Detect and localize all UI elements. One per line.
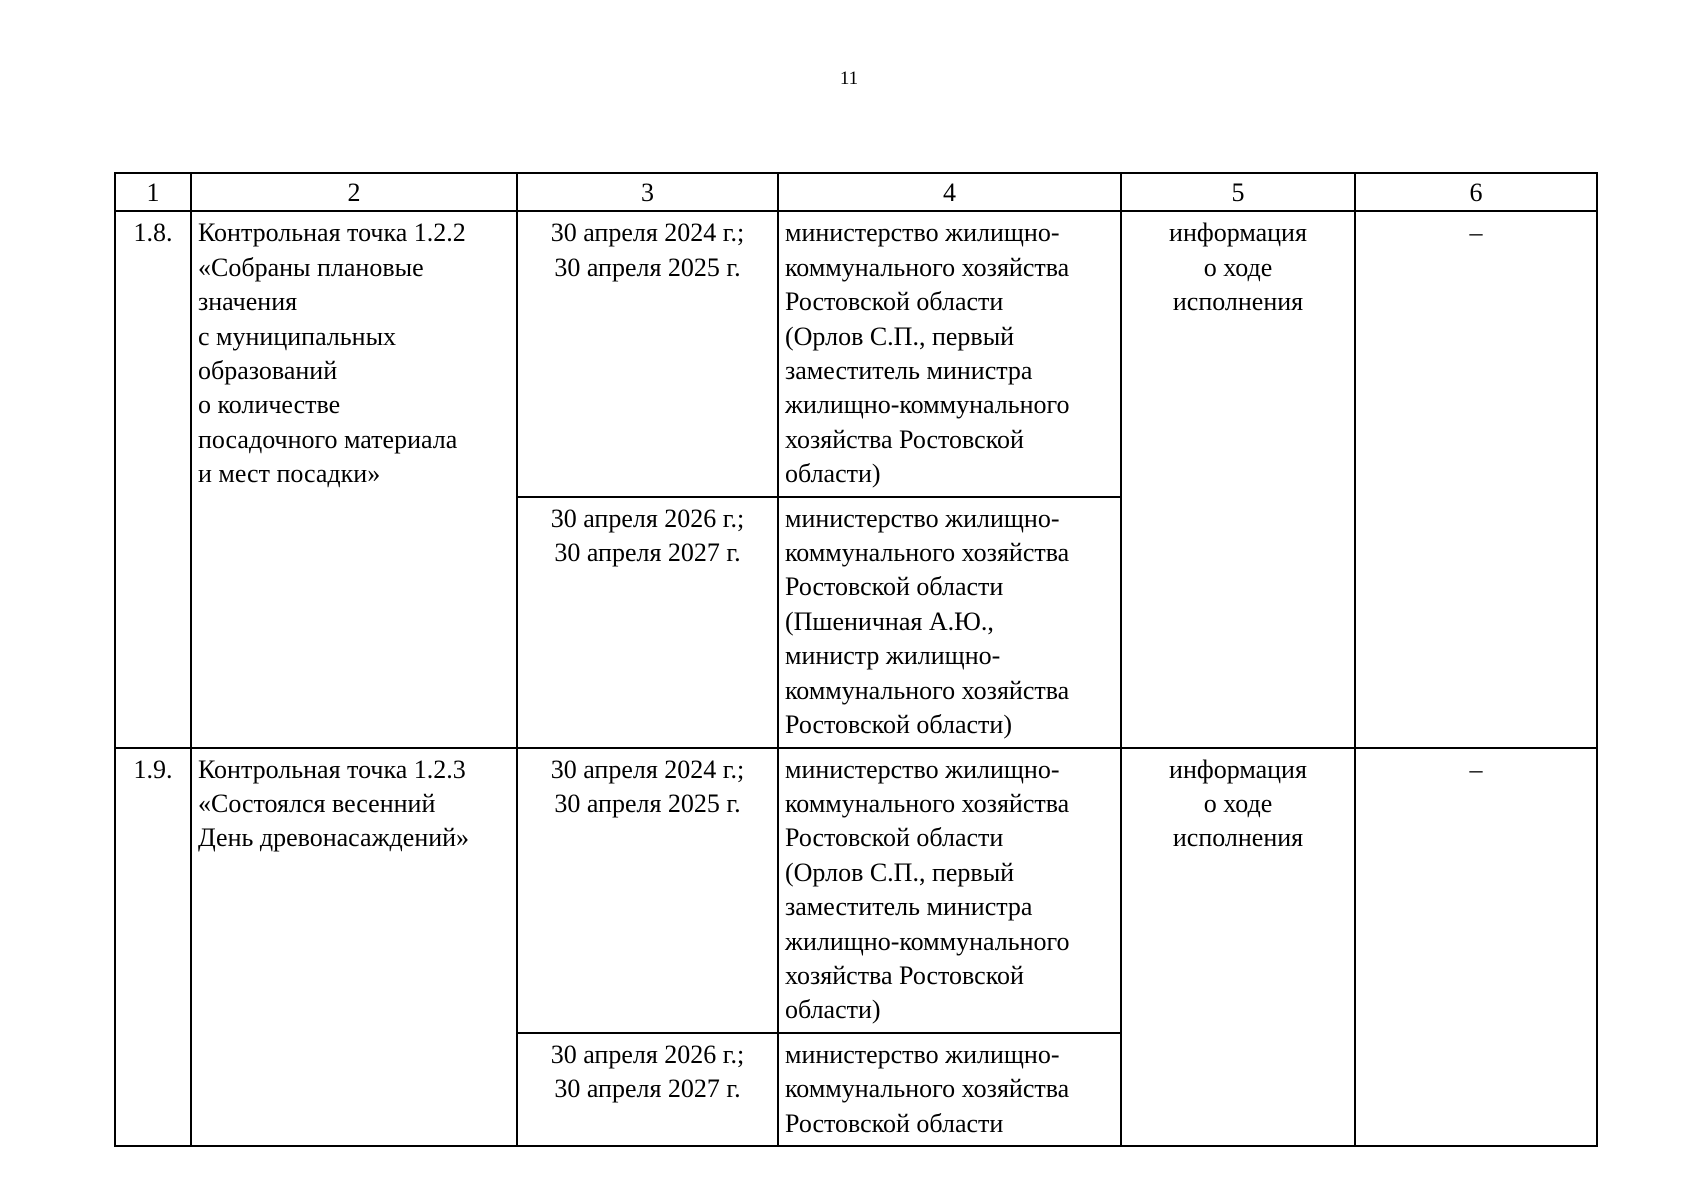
responsible-line: коммунального хозяйства	[785, 1074, 1070, 1104]
title-line: значения	[198, 287, 298, 317]
control-point-title	[191, 211, 517, 747]
responsible-line: коммунального хозяйства	[785, 675, 1070, 705]
control-points-table	[114, 172, 1598, 1147]
header-cell: 5	[1121, 173, 1355, 211]
responsible-line: (Орлов С.П., первый	[785, 857, 1015, 887]
responsible-cell	[778, 211, 1121, 496]
responsible-line: (Пшеничная А.Ю.,	[785, 606, 994, 636]
table-row	[115, 748, 1597, 1033]
header-cell: 1	[115, 173, 191, 211]
information-system-cell: –	[1355, 748, 1597, 1146]
date-line: 30 апреля 2026 г.;	[550, 1039, 745, 1069]
date-line: 30 апреля 2027 г.	[554, 1074, 741, 1104]
date-line: 30 апреля 2024 г.;	[550, 754, 745, 784]
title-line: День древонасаждений»	[198, 823, 470, 853]
date-line: 30 апреля 2026 г.;	[550, 503, 745, 533]
responsible-line: коммунального хозяйства	[785, 252, 1070, 282]
responsible-line: коммунального хозяйства	[785, 538, 1070, 568]
title-line: «Состоялся весенний	[198, 788, 436, 818]
information-system-cell: –	[1355, 211, 1597, 747]
document-type-cell	[1121, 748, 1355, 1146]
title-line: с муниципальных	[198, 321, 397, 351]
responsible-line: жилищно-коммунального	[785, 926, 1070, 956]
responsible-line: Ростовской области	[785, 572, 1004, 602]
responsible-line: министерство жилищно-	[785, 1039, 1060, 1069]
deadline-cell	[517, 497, 778, 748]
responsible-line: хозяйства Ростовской	[785, 424, 1024, 454]
responsible-line: области)	[785, 995, 881, 1025]
document-line: информация	[1169, 218, 1307, 248]
document-line: информация	[1169, 754, 1307, 784]
title-line: о количестве	[198, 390, 341, 420]
page-number: 11	[839, 68, 859, 89]
title-line: Контрольная точка 1.2.3	[198, 754, 466, 784]
deadline-cell	[517, 1033, 778, 1146]
responsible-line: жилищно-коммунального	[785, 390, 1070, 420]
header-cell: 2	[191, 173, 517, 211]
responsible-line: хозяйства Ростовской	[785, 960, 1024, 990]
date-line: 30 апреля 2025 г.	[554, 788, 741, 818]
responsible-line: Ростовской области	[785, 1108, 1004, 1138]
row-number: 1.8.	[115, 211, 191, 747]
responsible-line: Ростовской области)	[785, 710, 1012, 740]
date-line: 30 апреля 2025 г.	[554, 252, 741, 282]
responsible-line: коммунального хозяйства	[785, 788, 1070, 818]
responsible-cell	[778, 748, 1121, 1033]
header-cell: 6	[1355, 173, 1597, 211]
responsible-line: области)	[785, 459, 881, 489]
title-line: образований	[198, 356, 338, 386]
row-number: 1.9.	[115, 748, 191, 1146]
title-line: и мест посадки»	[198, 459, 381, 489]
responsible-line: (Орлов С.П., первый	[785, 321, 1015, 351]
responsible-line: министерство жилищно-	[785, 218, 1060, 248]
document-line: о ходе	[1203, 788, 1273, 818]
title-line: Контрольная точка 1.2.2	[198, 218, 466, 248]
table-header-row	[115, 173, 1597, 211]
responsible-cell	[778, 1033, 1121, 1146]
responsible-line: министр жилищно-	[785, 641, 1001, 671]
responsible-line: Ростовской области	[785, 823, 1004, 853]
title-line: посадочного материала	[198, 424, 458, 454]
responsible-line: Ростовской области	[785, 287, 1004, 317]
document-line: исполнения	[1172, 287, 1304, 317]
responsible-line: министерство жилищно-	[785, 754, 1060, 784]
document-type-cell	[1121, 211, 1355, 747]
responsible-line: министерство жилищно-	[785, 503, 1060, 533]
responsible-line: заместитель министра	[785, 356, 1033, 386]
document-line: о ходе	[1203, 252, 1273, 282]
title-line: «Собраны плановые	[198, 252, 424, 282]
document-line: исполнения	[1172, 823, 1304, 853]
deadline-cell	[517, 748, 778, 1033]
header-cell: 4	[778, 173, 1121, 211]
date-line: 30 апреля 2027 г.	[554, 538, 741, 568]
date-line: 30 апреля 2024 г.;	[550, 218, 745, 248]
responsible-cell	[778, 497, 1121, 748]
header-cell: 3	[517, 173, 778, 211]
responsible-line: заместитель министра	[785, 892, 1033, 922]
deadline-cell	[517, 211, 778, 496]
control-point-title	[191, 748, 517, 1146]
table-row	[115, 211, 1597, 496]
